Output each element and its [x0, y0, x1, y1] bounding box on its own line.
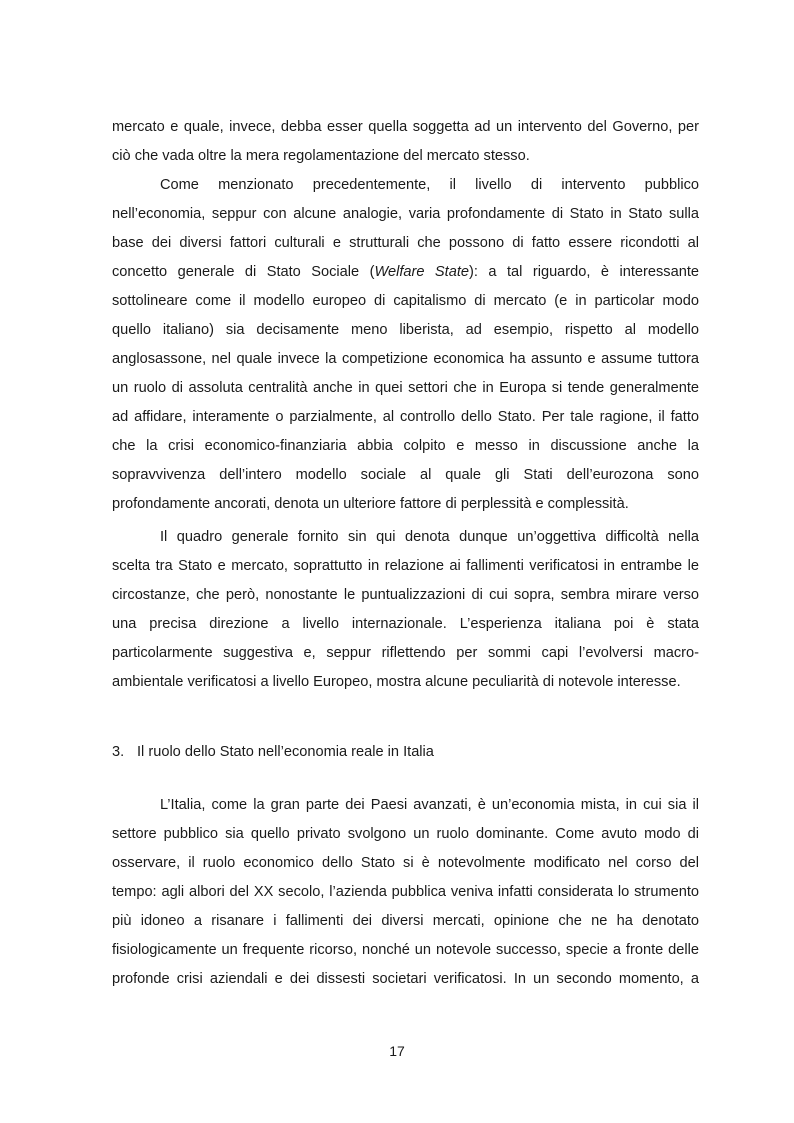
paragraph-line: ad affidare, interamente o parzialmente, al controllo dello Stato. Per tale ragione, il fatto [112, 409, 699, 425]
text-run: ): a tal riguardo, è interessante [469, 264, 699, 280]
italic-term: Welfare State [374, 264, 470, 280]
paragraph-line: una precisa direzione a livello internazionale. L’esperienza italiana poi è stata [112, 616, 699, 632]
paragraph-line: settore pubblico sia quello privato svolgono un ruolo dominante. Come avuto modo di [112, 826, 699, 842]
paragraph-line: che la crisi economico-finanziaria abbia colpito e messo in discussione anche la [112, 438, 699, 454]
paragraph-line: mercato e quale, invece, debba esser quella soggetta ad un intervento del Governo, per [112, 119, 699, 135]
paragraph-line: circostanze, che però, nonostante le puntualizzazioni di cui sopra, sembra mirare verso [112, 587, 699, 603]
paragraph-line: Il quadro generale fornito sin qui denota dunque un’oggettiva difficoltà nella [160, 529, 699, 545]
paragraph-line: profondamente ancorati, denota un ulteriore fattore di perplessità e complessità. [112, 496, 629, 512]
paragraph-line: più idoneo a risanare i fallimenti dei diversi mercati, opinione che ne ha denotato [112, 913, 699, 929]
paragraph-line: osservare, il ruolo economico dello Stato si è notevolmente modificato nel corso del [112, 855, 699, 871]
paragraph-line: scelta tra Stato e mercato, soprattutto in relazione ai fallimenti verificatosi in entrambe le [112, 558, 699, 574]
paragraph-line: Come menzionato precedentemente, il livello di intervento pubblico [160, 177, 699, 193]
paragraph-line: sottolineare come il modello europeo di capitalismo di mercato (e in particolar modo [112, 293, 699, 309]
paragraph-line: sopravvivenza dell’intero modello sociale al quale gli Stati dell’eurozona sono [112, 467, 699, 483]
paragraph-line: tempo: agli albori del XX secolo, l’azienda pubblica veniva infatti considerata lo strumento [112, 884, 699, 900]
section-title: Il ruolo dello Stato nell’economia reale in Italia [137, 744, 434, 760]
page-number: 17 [389, 1043, 405, 1059]
section-number: 3. [112, 744, 125, 760]
text-run: concetto generale di Stato Sociale ( [112, 264, 375, 280]
paragraph-line: fisiologicamente un frequente ricorso, nonché un notevole successo, specie a fronte delle [112, 942, 699, 958]
paragraph-line: particolarmente suggestiva e, seppur riflettendo per sommi capi l’evolversi macro- [112, 645, 699, 661]
paragraph-line: un ruolo di assoluta centralità anche in quei settori che in Europa si tende generalmente [112, 380, 699, 396]
paragraph-line: profonde crisi aziendali e dei dissesti societari verificatosi. In un secondo momento, a [112, 971, 699, 987]
paragraph-line: ambientale verificatosi a livello Europeo, mostra alcune peculiarità di notevole interesse. [112, 674, 681, 690]
paragraph-line: quello italiano) sia decisamente meno liberista, ad esempio, rispetto al modello [112, 322, 699, 338]
paragraph-line: ciò che vada oltre la mera regolamentazione del mercato stesso. [112, 148, 530, 164]
paragraph-line [112, 262, 699, 282]
section-heading [112, 742, 434, 762]
paragraph-line: L’Italia, come la gran parte dei Paesi avanzati, è un’economia mista, in cui sia il [160, 797, 699, 813]
paragraph-line: base dei diversi fattori culturali e strutturali che possono di fatto essere ricondotti al [112, 235, 699, 251]
paragraph-line: anglosassone, nel quale invece la competizione economica ha assunto e assume tuttora [112, 351, 699, 367]
paragraph-line: nell’economia, seppur con alcune analogie, varia profondamente di Stato in Stato sulla [112, 206, 699, 222]
